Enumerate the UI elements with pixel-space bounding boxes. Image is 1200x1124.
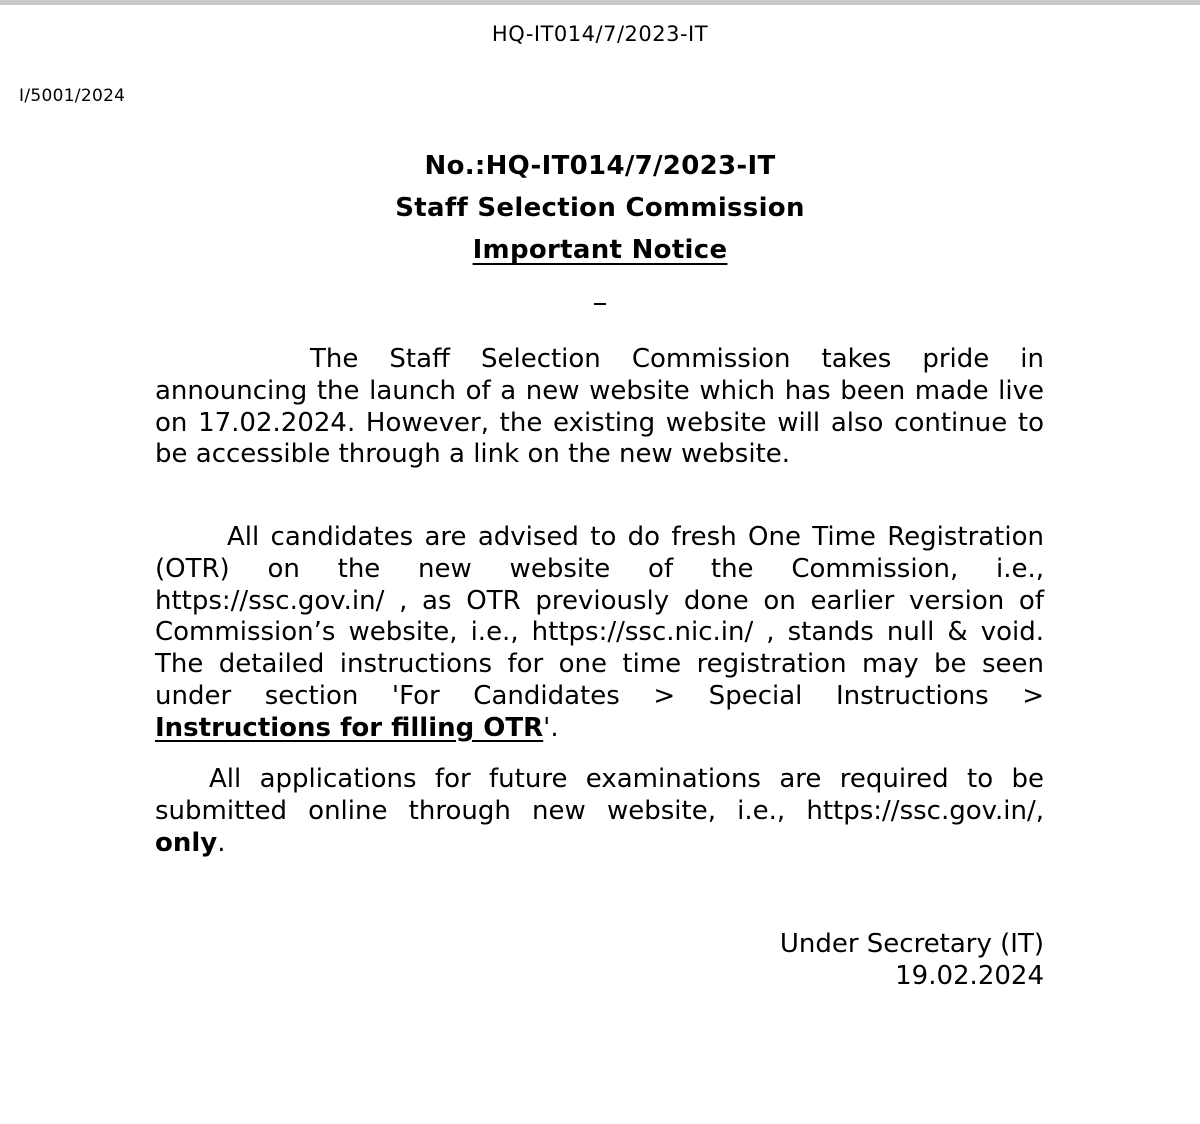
paragraph-applications-end: . [217, 827, 226, 858]
only-emphasis: only [155, 827, 218, 858]
file-reference: HQ-IT014/7/2023-IT [491, 22, 709, 46]
signature-date: 19.02.2024 [895, 961, 1044, 991]
signature-block [780, 928, 1044, 992]
paragraph-otr [155, 522, 1044, 745]
paragraph-otr-text: All candidates are advised to do fresh One Time Registration (OTR) on the new website of the Commission, i.e., https://ssc.gov.in/ , as OTR previously done on earlier version of Commission’s website, i.e., https://ssc.nic.in/ , stands null & void. The detailed instructions for one time registration may be seen under section 'For Candidates > Special Instructions > [155, 522, 1044, 711]
paragraph-otr-end: '. [543, 712, 559, 743]
paragraph-applications [155, 764, 1044, 859]
notice-title: Important Notice [472, 235, 728, 265]
paragraph-launch: The Staff Selection Commission takes pride in announcing the launch of a new website which has been made live on 17.02.2024. However, the existing website will also continue to be accessible through a link on the new website. [155, 344, 1044, 470]
otr-instructions-link[interactable]: Instructions for filling OTR [155, 712, 544, 743]
notice-number: No.:HQ-IT014/7/2023-IT [424, 151, 776, 181]
paragraph-applications-text: All applications for future examinations are required to be submitted online through new website, i.e., https://ssc.gov.in/, [155, 764, 1044, 826]
organization-name: Staff Selection Commission [395, 193, 805, 223]
diary-reference: I/5001/2024 [19, 86, 126, 106]
top-border [0, 0, 1200, 5]
signatory-designation: Under Secretary (IT) [779, 929, 1044, 959]
separator-dash [594, 303, 606, 305]
